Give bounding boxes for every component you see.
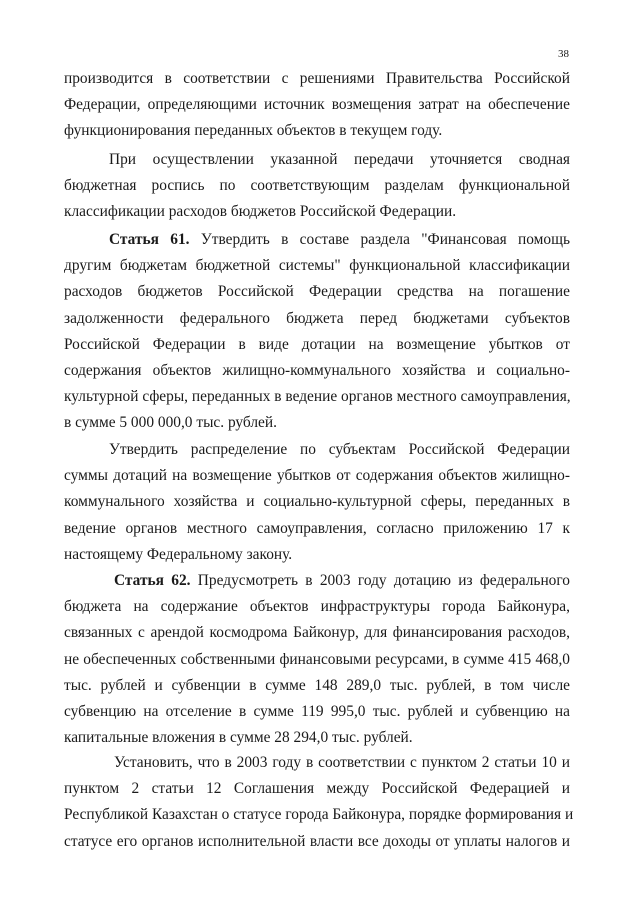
text-line: настоящему Федеральному закону. (64, 545, 293, 563)
paragraph-continuation (64, 66, 570, 145)
text-line: содержания объектов жилищно-коммунального хозяйства и социально- (64, 361, 570, 379)
text-line: расходов бюджетов Российской Федерации средства на погашение (64, 283, 570, 301)
article-heading: Статья 61. (109, 231, 190, 248)
text-line: суммы дотаций на возмещение убытков от содержания объектов жилищно- (64, 467, 570, 485)
text-line: Российской Федерации в виде дотации на возмещение убытков от (64, 335, 570, 353)
text-line (64, 227, 570, 253)
text-line: субвенцию на отселение в сумме 119 995,0 тыс. рублей и субвенцию на (64, 702, 570, 720)
text-line: производится в соответствии с решениями Правительства Российской (64, 70, 570, 87)
text-line: не обеспеченных собственными финансовыми ресурсами, в сумме 415 468,0 (64, 650, 570, 668)
text-line: культурной сферы, переданных в ведение органов местного самоуправления, (64, 388, 571, 406)
text-line: Утвердить распределение по субъектам Российской Федерации (109, 441, 570, 458)
text-line (64, 568, 570, 594)
text-line: Установить, что в 2003 году в соответствии с пунктом 2 статьи 10 и (114, 754, 570, 771)
article-text: Утвердить в составе раздела "Финансовая помощь (189, 231, 570, 248)
text-line: тыс. рублей и субвенции в сумме 148 289,0 тыс. рублей, в том числе (64, 676, 570, 694)
page-number: 38 (558, 48, 569, 60)
text-line: в сумме 5 000 000,0 тыс. рублей. (64, 414, 277, 432)
text-line: ведение органов местного самоуправления, согласно приложению 17 к (64, 519, 570, 537)
text-line: статусе его органов исполнительной власти все доходы от уплаты налогов и (64, 832, 570, 850)
paragraph-baikonur-revenue (64, 750, 574, 855)
text-line: капитальные вложения в сумме 28 294,0 тыс. рублей. (64, 729, 413, 747)
paragraph-transfer-note (64, 147, 570, 226)
text-line: задолженности федерального бюджета перед бюджетами субъектов (64, 309, 570, 327)
article-61 (64, 227, 570, 437)
text-line: бюджета на содержание объектов инфраструктуры города Байконура, (64, 598, 570, 616)
text-line: пунктом 2 статьи 12 Соглашения между Российской Федерацией и (64, 780, 570, 798)
text-line: Республикой Казахстан о статусе города Байконура, порядке формирования и (64, 806, 574, 824)
article-heading: Статья 62. (114, 572, 191, 589)
text-line: другим бюджетам бюджетной системы" функциональной классификации (64, 257, 570, 275)
text-line: бюджетная роспись по соответствующим разделам функциональной (64, 177, 570, 195)
text-line: функционирования переданных объектов в текущем году. (64, 122, 443, 140)
text-line: При осуществлении указанной передачи уточняется сводная (109, 151, 570, 168)
article-text: Предусмотреть в 2003 году дотацию из федерального (190, 572, 570, 589)
article-62 (64, 568, 570, 751)
text-line: коммунального хозяйства и социально-культурной сферы, переданных в (64, 493, 570, 511)
paragraph-distribution (64, 437, 570, 568)
text-line: связанных с арендой космодрома Байконур, для финансирования расходов, (64, 624, 570, 642)
text-line: классификации расходов бюджетов Российской Федерации. (64, 203, 457, 221)
text-line: Федерации, определяющими источник возмещения затрат на обеспечение (64, 96, 570, 114)
